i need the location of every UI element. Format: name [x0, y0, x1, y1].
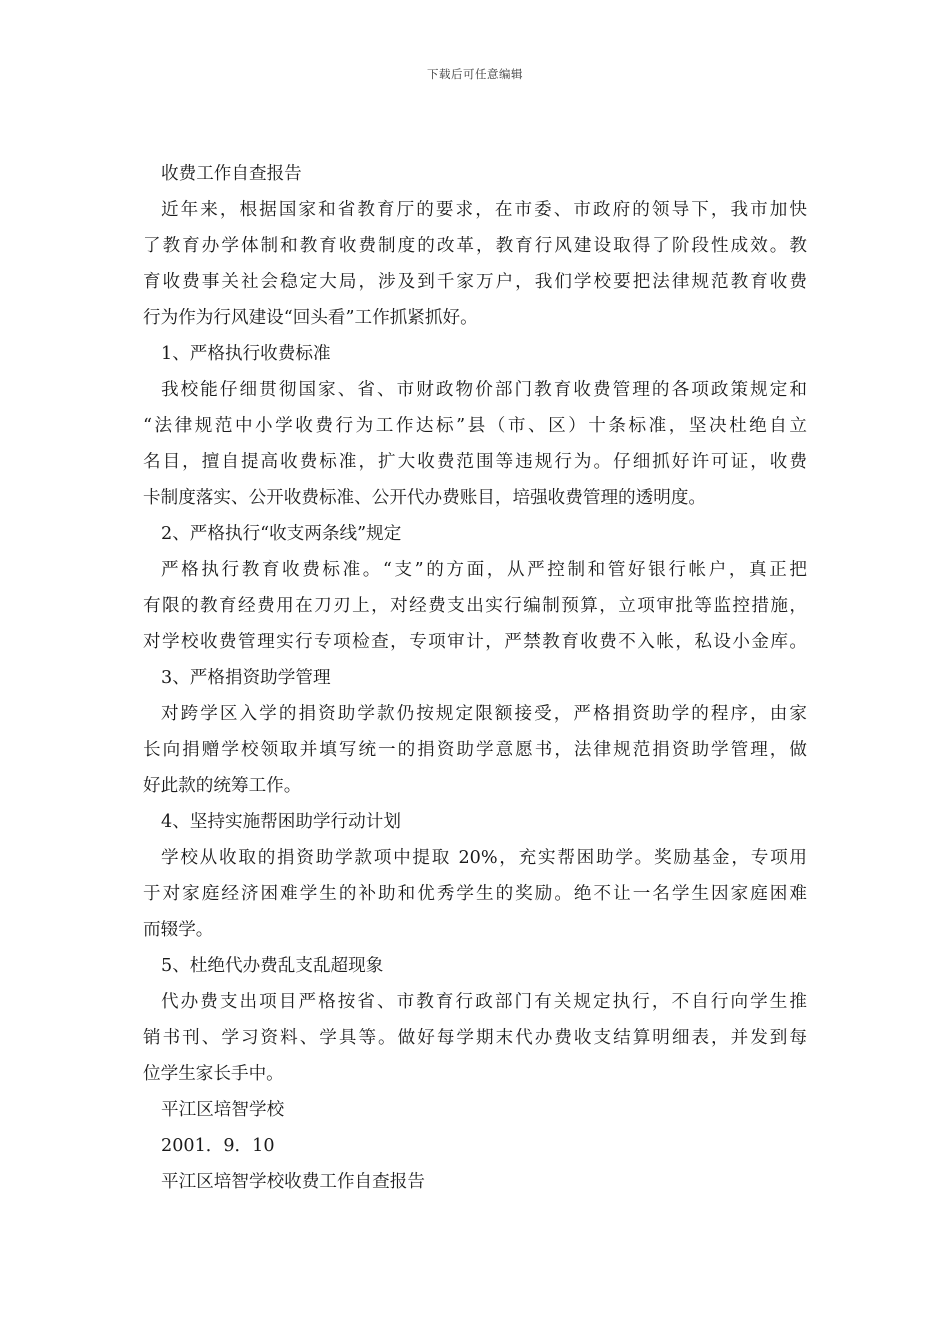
text-line: 4、坚持实施帮困助学行动计划: [161, 812, 401, 832]
text-line: 名目，擅自提高收费标准，扩大收费范围等违规行为。仔细抓好许可证，收费: [143, 452, 807, 472]
text-line: 行为作为行风建设“回头看”工作抓紧抓好。: [143, 308, 478, 328]
text-line: 近年来，根据国家和省教育厅的要求，在市委、市政府的领导下，我市加快: [161, 200, 807, 220]
document-body: [143, 156, 807, 1200]
text-line: 而辍学。: [143, 920, 214, 940]
text-line: 于对家庭经济困难学生的补助和优秀学生的奖励。绝不让一名学生因家庭困难: [143, 884, 807, 904]
text-line: 5、杜绝代办费乱支乱超现象: [161, 956, 384, 976]
text-line: 位学生家长手中。: [143, 1064, 284, 1084]
text-line: 育收费事关社会稳定大局，涉及到千家万户，我们学校要把法律规范教育收费: [143, 272, 807, 292]
text-line: 了教育办学体制和教育收费制度的改革，教育行风建设取得了阶段性成效。教: [143, 236, 807, 256]
text-line: 代办费支出项目严格按省、市教育行政部门有关规定执行，不自行向学生推: [161, 992, 807, 1012]
text-line: 长向捐赠学校领取并填写统一的捐资助学意愿书，法律规范捐资助学管理，做: [143, 740, 807, 760]
text-line: “法律规范中小学收费行为工作达标”县（市、区）十条标准，坚决杜绝自立: [143, 416, 807, 436]
text-line: 对跨学区入学的捐资助学款仍按规定限额接受，严格捐资助学的程序，由家: [161, 704, 807, 724]
text-line: 平江区培智学校收费工作自查报告: [161, 1172, 425, 1192]
header-note: 下载后可任意编辑: [427, 67, 523, 81]
text-line: 平江区培智学校: [161, 1100, 285, 1120]
text-line: 严格执行教育收费标准。“支”的方面，从严控制和管好银行帐户，真正把: [161, 560, 807, 580]
text-line: 2001．9．10: [161, 1136, 275, 1156]
text-line: 1、严格执行收费标准: [161, 344, 331, 364]
text-line: 销书刊、学习资料、学具等。做好每学期末代办费收支结算明细表，并发到每: [143, 1028, 807, 1048]
text-line: 我校能仔细贯彻国家、省、市财政物价部门教育收费管理的各项政策规定和: [161, 380, 807, 400]
text-line: 3、严格捐资助学管理: [161, 668, 331, 688]
text-line: 收费工作自查报告: [161, 164, 302, 184]
text-line: 卡制度落实、公开收费标准、公开代办费账目，培强收费管理的透明度。: [143, 488, 707, 508]
text-line: 对学校收费管理实行专项检查，专项审计，严禁教育收费不入帐，私设小金库。: [143, 632, 807, 652]
text-line: 有限的教育经费用在刀刃上，对经费支出实行编制预算，立项审批等监控措施，: [143, 596, 807, 616]
text-line: 2、严格执行“收支两条线”规定: [161, 524, 402, 544]
text-line: 学校从收取的捐资助学款项中提取 20%，充实帮困助学。奖励基金，专项用: [161, 848, 807, 868]
text-line: 好此款的统筹工作。: [143, 776, 302, 796]
